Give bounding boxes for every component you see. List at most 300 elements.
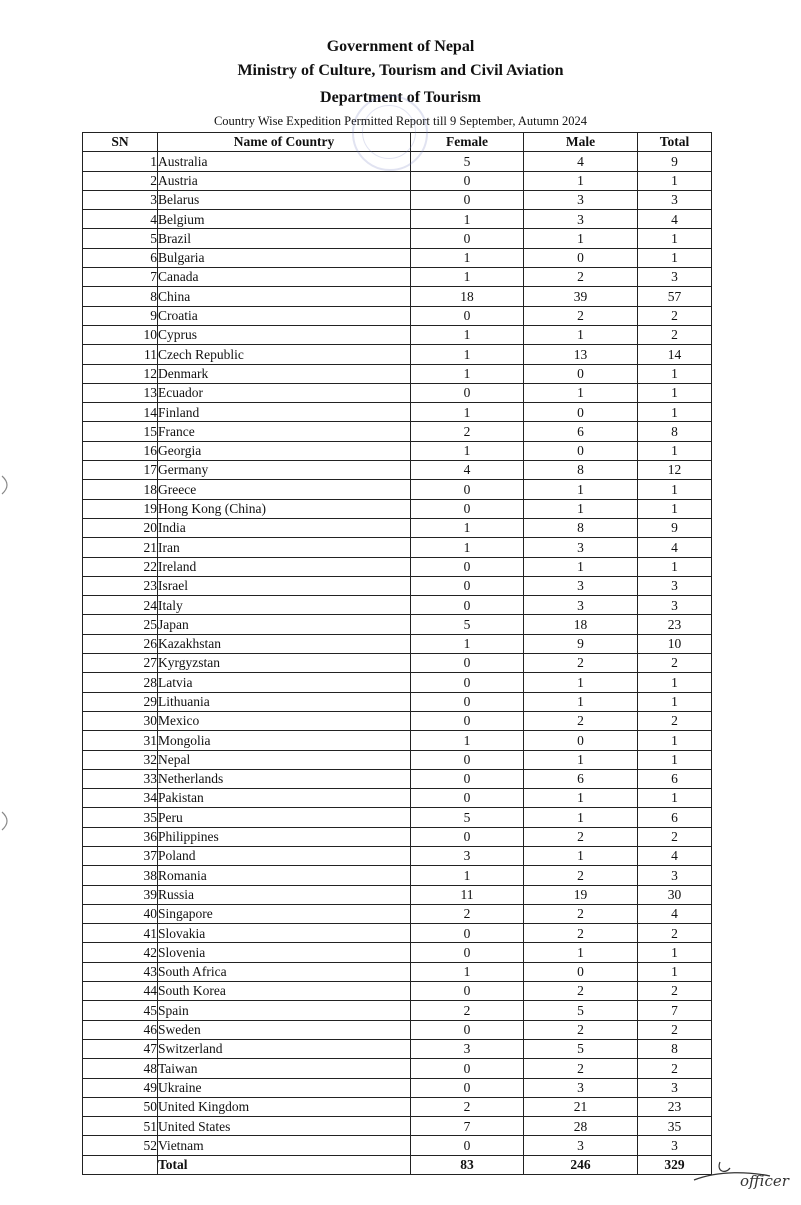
margin-mark-icon xyxy=(0,474,16,496)
row-sn: 6 xyxy=(83,248,158,267)
row-female: 0 xyxy=(411,1059,524,1078)
row-total: 2 xyxy=(638,1059,712,1078)
row-total: 6 xyxy=(638,769,712,788)
row-total: 9 xyxy=(638,518,712,537)
row-male: 4 xyxy=(524,152,638,171)
row-sn: 17 xyxy=(83,461,158,480)
row-female: 5 xyxy=(411,152,524,171)
row-male: 1 xyxy=(524,673,638,692)
row-country: Spain xyxy=(158,1001,411,1020)
row-sn: 52 xyxy=(83,1136,158,1155)
row-country: Romania xyxy=(158,866,411,885)
row-sn: 13 xyxy=(83,383,158,402)
table-row xyxy=(83,846,712,865)
row-sn: 30 xyxy=(83,711,158,730)
row-female: 0 xyxy=(411,190,524,209)
row-sn: 25 xyxy=(83,615,158,634)
row-country: South Korea xyxy=(158,982,411,1001)
row-male: 1 xyxy=(524,325,638,344)
table-row xyxy=(83,673,712,692)
signature-text: officer xyxy=(740,1172,789,1190)
row-total: 2 xyxy=(638,827,712,846)
row-total: 2 xyxy=(638,982,712,1001)
row-male: 5 xyxy=(524,1039,638,1058)
row-male: 2 xyxy=(524,866,638,885)
row-male: 2 xyxy=(524,306,638,325)
row-sn: 22 xyxy=(83,557,158,576)
row-country: Georgia xyxy=(158,441,411,460)
column-header-country: Name of Country xyxy=(158,133,411,152)
row-female: 2 xyxy=(411,904,524,923)
row-male: 8 xyxy=(524,461,638,480)
row-total: 2 xyxy=(638,711,712,730)
table-row xyxy=(83,190,712,209)
row-male: 1 xyxy=(524,943,638,962)
row-female: 1 xyxy=(411,403,524,422)
row-country: Taiwan xyxy=(158,1059,411,1078)
row-country: Philippines xyxy=(158,827,411,846)
row-country: Russia xyxy=(158,885,411,904)
table-row xyxy=(83,171,712,190)
table-row xyxy=(83,499,712,518)
row-sn: 49 xyxy=(83,1078,158,1097)
row-country: Hong Kong (China) xyxy=(158,499,411,518)
row-female: 5 xyxy=(411,615,524,634)
row-total: 6 xyxy=(638,808,712,827)
row-country: Peru xyxy=(158,808,411,827)
row-female: 3 xyxy=(411,1039,524,1058)
table-row xyxy=(83,229,712,248)
total-total: 329 xyxy=(638,1155,712,1174)
row-total: 1 xyxy=(638,557,712,576)
row-male: 2 xyxy=(524,654,638,673)
row-total: 2 xyxy=(638,306,712,325)
table-row xyxy=(83,962,712,981)
table-row xyxy=(83,943,712,962)
row-sn: 12 xyxy=(83,364,158,383)
row-total: 23 xyxy=(638,615,712,634)
row-country: Sweden xyxy=(158,1020,411,1039)
row-total: 2 xyxy=(638,1020,712,1039)
row-total: 3 xyxy=(638,1136,712,1155)
table-row xyxy=(83,557,712,576)
table-row xyxy=(83,596,712,615)
row-country: Austria xyxy=(158,171,411,190)
table-row xyxy=(83,1078,712,1097)
row-female: 2 xyxy=(411,1001,524,1020)
row-country: Latvia xyxy=(158,673,411,692)
row-male: 0 xyxy=(524,364,638,383)
table-row xyxy=(83,364,712,383)
row-female: 1 xyxy=(411,210,524,229)
row-female: 1 xyxy=(411,866,524,885)
row-female: 0 xyxy=(411,229,524,248)
row-sn: 11 xyxy=(83,345,158,364)
table-row xyxy=(83,769,712,788)
row-sn: 1 xyxy=(83,152,158,171)
officer-signature xyxy=(690,1150,801,1200)
row-country: Japan xyxy=(158,615,411,634)
row-sn: 36 xyxy=(83,827,158,846)
row-sn: 51 xyxy=(83,1117,158,1136)
signature-icon xyxy=(690,1150,801,1200)
row-male: 0 xyxy=(524,403,638,422)
row-sn: 44 xyxy=(83,982,158,1001)
row-male: 1 xyxy=(524,846,638,865)
row-male: 1 xyxy=(524,750,638,769)
row-total: 1 xyxy=(638,750,712,769)
row-male: 13 xyxy=(524,345,638,364)
department-stamp-icon xyxy=(352,95,428,171)
row-sn: 4 xyxy=(83,210,158,229)
row-sn: 20 xyxy=(83,518,158,537)
row-female: 1 xyxy=(411,345,524,364)
table-row xyxy=(83,461,712,480)
row-sn: 45 xyxy=(83,1001,158,1020)
row-total: 9 xyxy=(638,152,712,171)
row-sn: 3 xyxy=(83,190,158,209)
row-sn: 28 xyxy=(83,673,158,692)
row-female: 0 xyxy=(411,499,524,518)
table-row xyxy=(83,827,712,846)
row-total: 3 xyxy=(638,866,712,885)
row-male: 2 xyxy=(524,711,638,730)
row-male: 1 xyxy=(524,499,638,518)
row-total: 1 xyxy=(638,789,712,808)
row-male: 2 xyxy=(524,1020,638,1039)
row-male: 2 xyxy=(524,268,638,287)
total-label: Total xyxy=(158,1155,411,1174)
row-male: 1 xyxy=(524,557,638,576)
row-male: 19 xyxy=(524,885,638,904)
column-header-sn: SN xyxy=(83,133,158,152)
table-row xyxy=(83,692,712,711)
row-female: 0 xyxy=(411,596,524,615)
row-male: 3 xyxy=(524,576,638,595)
row-female: 0 xyxy=(411,673,524,692)
row-male: 39 xyxy=(524,287,638,306)
row-total: 1 xyxy=(638,480,712,499)
row-total: 1 xyxy=(638,229,712,248)
row-sn: 29 xyxy=(83,692,158,711)
row-total: 1 xyxy=(638,499,712,518)
table-row xyxy=(83,403,712,422)
row-male: 1 xyxy=(524,808,638,827)
row-male: 2 xyxy=(524,1059,638,1078)
row-sn: 5 xyxy=(83,229,158,248)
row-country: Italy xyxy=(158,596,411,615)
row-sn: 43 xyxy=(83,962,158,981)
row-male: 0 xyxy=(524,962,638,981)
row-country: Netherlands xyxy=(158,769,411,788)
row-male: 6 xyxy=(524,769,638,788)
row-sn: 19 xyxy=(83,499,158,518)
row-female: 2 xyxy=(411,1097,524,1116)
table-row xyxy=(83,1059,712,1078)
table-row xyxy=(83,808,712,827)
row-sn: 16 xyxy=(83,441,158,460)
table-row xyxy=(83,1001,712,1020)
row-sn: 37 xyxy=(83,846,158,865)
column-header-female: Female xyxy=(411,133,524,152)
row-total: 2 xyxy=(638,654,712,673)
row-country: Ecuador xyxy=(158,383,411,402)
row-country: Brazil xyxy=(158,229,411,248)
row-female: 18 xyxy=(411,287,524,306)
table-row xyxy=(83,422,712,441)
row-total: 10 xyxy=(638,634,712,653)
table-row xyxy=(83,904,712,923)
row-country: Iran xyxy=(158,538,411,557)
row-total: 4 xyxy=(638,210,712,229)
table-row xyxy=(83,306,712,325)
row-total: 1 xyxy=(638,692,712,711)
row-female: 0 xyxy=(411,171,524,190)
row-sn: 46 xyxy=(83,1020,158,1039)
row-total: 1 xyxy=(638,441,712,460)
row-sn: 34 xyxy=(83,789,158,808)
table-row xyxy=(83,287,712,306)
row-country: Denmark xyxy=(158,364,411,383)
row-sn: 21 xyxy=(83,538,158,557)
row-female: 1 xyxy=(411,731,524,750)
table-row xyxy=(83,268,712,287)
row-female: 0 xyxy=(411,692,524,711)
row-country: United Kingdom xyxy=(158,1097,411,1116)
row-country: Israel xyxy=(158,576,411,595)
row-country: Belarus xyxy=(158,190,411,209)
row-male: 28 xyxy=(524,1117,638,1136)
table-row xyxy=(83,441,712,460)
row-country: Cyprus xyxy=(158,325,411,344)
row-female: 11 xyxy=(411,885,524,904)
row-total: 1 xyxy=(638,383,712,402)
row-sn: 10 xyxy=(83,325,158,344)
table-row xyxy=(83,325,712,344)
row-male: 3 xyxy=(524,210,638,229)
row-male: 2 xyxy=(524,904,638,923)
row-country: Mongolia xyxy=(158,731,411,750)
table-row xyxy=(83,538,712,557)
row-country: Singapore xyxy=(158,904,411,923)
row-total: 12 xyxy=(638,461,712,480)
row-female: 0 xyxy=(411,306,524,325)
row-total: 8 xyxy=(638,422,712,441)
row-sn: 48 xyxy=(83,1059,158,1078)
table-row xyxy=(83,1020,712,1039)
row-total: 3 xyxy=(638,1078,712,1097)
row-male: 2 xyxy=(524,982,638,1001)
table-row xyxy=(83,1136,712,1155)
row-total: 4 xyxy=(638,846,712,865)
expedition-table xyxy=(82,132,712,1175)
row-male: 8 xyxy=(524,518,638,537)
table-row xyxy=(83,576,712,595)
row-female: 1 xyxy=(411,268,524,287)
row-female: 7 xyxy=(411,1117,524,1136)
row-sn: 50 xyxy=(83,1097,158,1116)
row-total: 23 xyxy=(638,1097,712,1116)
row-sn: 14 xyxy=(83,403,158,422)
header-ministry: Ministry of Culture, Tourism and Civil Aviation xyxy=(237,62,564,79)
table-row xyxy=(83,248,712,267)
row-country: Bulgaria xyxy=(158,248,411,267)
row-country: Ireland xyxy=(158,557,411,576)
row-country: China xyxy=(158,287,411,306)
row-female: 0 xyxy=(411,789,524,808)
row-female: 0 xyxy=(411,924,524,943)
row-sn: 9 xyxy=(83,306,158,325)
row-country: Nepal xyxy=(158,750,411,769)
row-female: 0 xyxy=(411,654,524,673)
row-total: 14 xyxy=(638,345,712,364)
total-sn-cell xyxy=(83,1155,158,1174)
margin-mark-icon xyxy=(0,810,16,832)
row-female: 0 xyxy=(411,557,524,576)
row-female: 0 xyxy=(411,982,524,1001)
row-sn: 2 xyxy=(83,171,158,190)
header-department: Department of Tourism xyxy=(320,89,481,106)
row-total: 30 xyxy=(638,885,712,904)
table-row xyxy=(83,654,712,673)
row-country: Kyrgyzstan xyxy=(158,654,411,673)
table-body xyxy=(83,152,712,1155)
row-female: 1 xyxy=(411,325,524,344)
row-sn: 23 xyxy=(83,576,158,595)
row-sn: 18 xyxy=(83,480,158,499)
table-row xyxy=(83,1039,712,1058)
row-total: 1 xyxy=(638,403,712,422)
row-male: 18 xyxy=(524,615,638,634)
row-total: 1 xyxy=(638,962,712,981)
row-country: Ukraine xyxy=(158,1078,411,1097)
row-total: 1 xyxy=(638,943,712,962)
row-female: 1 xyxy=(411,538,524,557)
row-total: 4 xyxy=(638,904,712,923)
table-row xyxy=(83,711,712,730)
row-country: Germany xyxy=(158,461,411,480)
row-country: Greece xyxy=(158,480,411,499)
row-female: 1 xyxy=(411,441,524,460)
row-total: 1 xyxy=(638,731,712,750)
table-row xyxy=(83,615,712,634)
row-female: 0 xyxy=(411,1020,524,1039)
row-country: Belgium xyxy=(158,210,411,229)
row-country: Pakistan xyxy=(158,789,411,808)
row-male: 1 xyxy=(524,789,638,808)
row-country: India xyxy=(158,518,411,537)
row-female: 0 xyxy=(411,1136,524,1155)
row-sn: 31 xyxy=(83,731,158,750)
row-sn: 24 xyxy=(83,596,158,615)
row-male: 2 xyxy=(524,924,638,943)
stamp-inner-ring xyxy=(362,105,416,159)
row-total: 35 xyxy=(638,1117,712,1136)
row-sn: 15 xyxy=(83,422,158,441)
row-female: 0 xyxy=(411,1078,524,1097)
row-female: 0 xyxy=(411,750,524,769)
row-country: Australia xyxy=(158,152,411,171)
row-total: 3 xyxy=(638,596,712,615)
table-row xyxy=(83,383,712,402)
row-female: 5 xyxy=(411,808,524,827)
row-male: 3 xyxy=(524,596,638,615)
row-male: 1 xyxy=(524,692,638,711)
table-row xyxy=(83,634,712,653)
row-country: Switzerland xyxy=(158,1039,411,1058)
table-row xyxy=(83,750,712,769)
row-sn: 42 xyxy=(83,943,158,962)
row-female: 1 xyxy=(411,518,524,537)
row-total: 1 xyxy=(638,364,712,383)
row-total: 2 xyxy=(638,924,712,943)
row-sn: 47 xyxy=(83,1039,158,1058)
row-female: 1 xyxy=(411,248,524,267)
table-row xyxy=(83,885,712,904)
row-male: 5 xyxy=(524,1001,638,1020)
row-male: 3 xyxy=(524,1078,638,1097)
table-row xyxy=(83,1117,712,1136)
row-country: Vietnam xyxy=(158,1136,411,1155)
row-total: 57 xyxy=(638,287,712,306)
table-row xyxy=(83,731,712,750)
row-male: 2 xyxy=(524,827,638,846)
row-sn: 7 xyxy=(83,268,158,287)
row-total: 1 xyxy=(638,248,712,267)
row-sn: 39 xyxy=(83,885,158,904)
row-female: 1 xyxy=(411,364,524,383)
row-total: 7 xyxy=(638,1001,712,1020)
report-subtitle: Country Wise Expedition Permitted Report till 9 September, Autumn 2024 xyxy=(213,114,588,128)
row-sn: 35 xyxy=(83,808,158,827)
row-female: 2 xyxy=(411,422,524,441)
row-country: France xyxy=(158,422,411,441)
row-male: 1 xyxy=(524,229,638,248)
row-sn: 26 xyxy=(83,634,158,653)
row-female: 1 xyxy=(411,962,524,981)
row-sn: 8 xyxy=(83,287,158,306)
row-sn: 27 xyxy=(83,654,158,673)
column-header-male: Male xyxy=(524,133,638,152)
row-male: 1 xyxy=(524,383,638,402)
row-sn: 33 xyxy=(83,769,158,788)
row-female: 4 xyxy=(411,461,524,480)
row-male: 3 xyxy=(524,1136,638,1155)
row-total: 3 xyxy=(638,576,712,595)
table-row xyxy=(83,924,712,943)
row-country: Lithuania xyxy=(158,692,411,711)
row-country: Poland xyxy=(158,846,411,865)
row-country: Kazakhstan xyxy=(158,634,411,653)
row-sn: 40 xyxy=(83,904,158,923)
total-row xyxy=(83,1155,712,1174)
row-female: 0 xyxy=(411,383,524,402)
row-female: 0 xyxy=(411,711,524,730)
row-male: 6 xyxy=(524,422,638,441)
row-total: 1 xyxy=(638,673,712,692)
row-total: 3 xyxy=(638,190,712,209)
row-sn: 32 xyxy=(83,750,158,769)
row-female: 3 xyxy=(411,846,524,865)
row-country: Czech Republic xyxy=(158,345,411,364)
row-female: 0 xyxy=(411,480,524,499)
column-header-total: Total xyxy=(638,133,712,152)
row-country: Croatia xyxy=(158,306,411,325)
table-row xyxy=(83,480,712,499)
row-country: Slovakia xyxy=(158,924,411,943)
row-female: 0 xyxy=(411,769,524,788)
row-total: 2 xyxy=(638,325,712,344)
